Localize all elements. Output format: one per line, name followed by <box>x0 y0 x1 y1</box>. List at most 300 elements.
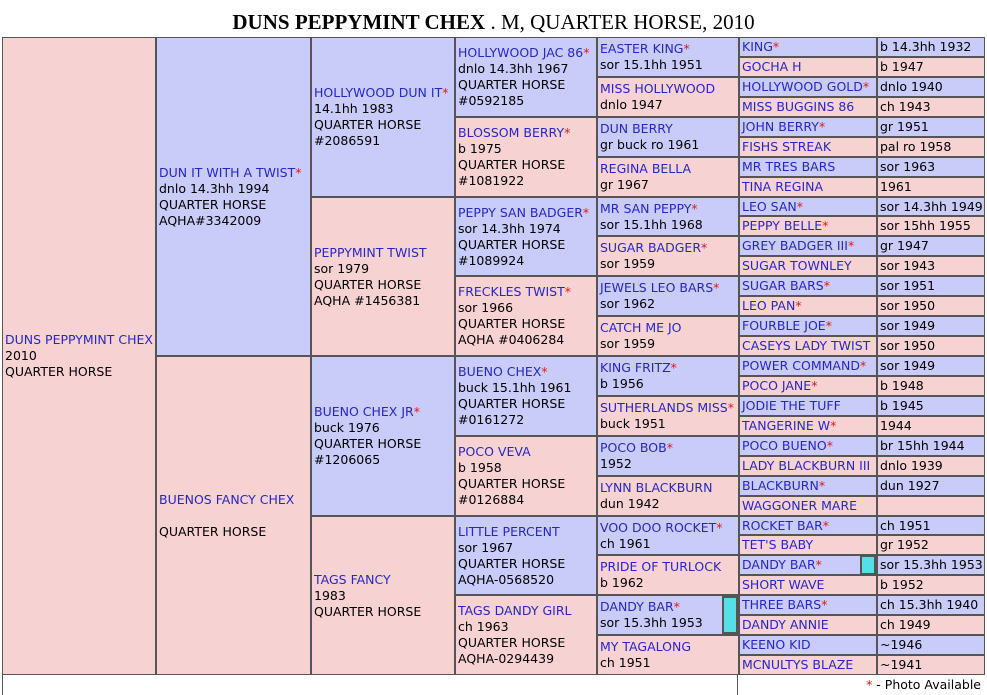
horse-name-link[interactable]: DANDY BAR <box>600 599 674 614</box>
gen5-ancestor-name <box>740 237 876 255</box>
photo-star: * <box>826 438 833 453</box>
horse-name-link[interactable]: KING FRITZ <box>600 360 671 375</box>
horse-info-line: QUARTER HORSE <box>159 196 267 212</box>
gen5-ancestor-name <box>740 357 876 375</box>
gen5-ancestor-info <box>878 596 984 614</box>
horse-name-link[interactable]: GOCHA H <box>742 59 802 74</box>
horse-name-line <box>742 418 836 434</box>
horse-name-line <box>600 240 736 256</box>
horse-name-link[interactable]: DUN IT WITH A TWIST <box>159 164 296 180</box>
photo-star: * <box>295 164 302 180</box>
horse-name-link[interactable]: SUGAR BARS <box>742 278 824 293</box>
horse-name-link[interactable]: MR TRES BARS <box>742 159 836 174</box>
horse-info-line: sor 14.3hh 1949 <box>880 198 983 214</box>
gen5-ancestor-info <box>878 198 984 215</box>
horse-info-line: 1944 <box>880 418 912 433</box>
great-grandparent-cell <box>456 517 596 594</box>
horse-name-link[interactable]: SUGAR BADGER <box>600 240 702 255</box>
inbreeding-marker <box>724 598 736 632</box>
photo-star: * <box>815 557 822 572</box>
horse-name-link[interactable]: HOLLYWOOD DUN IT <box>314 85 443 100</box>
photo-star: * <box>811 378 818 393</box>
horse-name-link[interactable]: HOLLYWOOD GOLD <box>742 79 863 94</box>
photo-star: * <box>582 204 590 220</box>
horse-info-line: 2010 <box>5 348 37 363</box>
horse-name-link[interactable]: DUNS PEPPYMINT CHEX <box>5 332 153 347</box>
horse-name-line <box>600 81 736 97</box>
photo-star: * <box>727 400 734 415</box>
horse-name-link[interactable]: POCO BOB <box>600 440 667 455</box>
horse-name-line <box>314 85 452 101</box>
horse-name-line <box>742 657 853 673</box>
photo-star: * <box>818 119 826 134</box>
gen4-ancestor-cell <box>598 317 738 355</box>
horse-name-link[interactable]: JOHN BERRY <box>742 119 819 134</box>
horse-info-line: sor 15.1hh 1968 <box>600 216 703 232</box>
photo-star: * <box>691 200 698 216</box>
horse-info-line: ch 1951 <box>600 655 651 670</box>
horse-name-link[interactable]: BUENOS FANCY CHEX <box>159 491 295 507</box>
horse-info-line: sor 1949 <box>880 358 936 373</box>
horse-info-line: b 14.3hh 1932 <box>880 39 972 54</box>
horse-name-link[interactable]: JODIE THE TUFF <box>742 398 841 413</box>
horse-name-line <box>742 179 823 195</box>
great-grandparent-cell <box>456 357 596 435</box>
horse-name-line <box>742 278 830 294</box>
gen5-ancestor-info <box>878 257 984 275</box>
photo-star: * <box>442 85 449 100</box>
horse-name-line <box>742 518 829 534</box>
gen4-ancestor-cell <box>598 277 738 315</box>
gen5-ancestor-info <box>878 656 984 674</box>
horse-info-line: QUARTER HORSE <box>159 523 267 539</box>
horse-info-line: QUARTER HORSE <box>5 364 113 379</box>
gen5-ancestor-info <box>878 556 984 574</box>
gen5-ancestor-info <box>878 178 984 196</box>
horse-info-line: buck 15.1hh 1961 <box>458 380 572 395</box>
gen5-ancestor-name <box>740 656 876 674</box>
horse-info-line: buck 1976 <box>314 420 380 435</box>
gen5-ancestor-name <box>740 257 876 275</box>
horse-info-line: QUARTER HORSE <box>458 635 566 650</box>
horse-info-line: b 1956 <box>600 376 644 391</box>
horse-info-line: gr 1947 <box>880 238 929 253</box>
horse-info-line: b 1947 <box>880 59 924 74</box>
grandparent-cell <box>312 38 454 196</box>
horse-name-link[interactable]: WAGGONER MARE <box>742 498 858 513</box>
horse-name-line <box>742 438 833 454</box>
gen5-ancestor-info <box>878 397 984 415</box>
great-grandparent-cell <box>456 118 596 196</box>
horse-info-line: #1081922 <box>458 173 525 188</box>
gen4-ancestor-cell <box>598 38 738 76</box>
horse-name-line <box>742 79 869 95</box>
horse-name-link[interactable]: KING <box>742 39 773 54</box>
title-details: . M, QUARTER HORSE, 2010 <box>485 10 755 34</box>
gen5-ancestor-name <box>740 118 876 136</box>
horse-info-line: sor 1979 <box>314 260 370 276</box>
gen5-ancestor-name <box>740 337 876 355</box>
horse-name-link[interactable]: VOO DOO ROCKET <box>600 519 717 535</box>
horse-info-line: QUARTER HORSE <box>458 236 566 252</box>
horse-info-line: ch 1963 <box>458 619 509 634</box>
gen5-ancestor-info <box>878 417 984 435</box>
horse-info-line: 1952 <box>600 456 632 471</box>
gen5-ancestor-info <box>878 457 984 475</box>
horse-name-line <box>742 378 817 394</box>
horse-name-line <box>742 238 854 254</box>
horse-name-link[interactable]: BUENO CHEX <box>458 364 542 379</box>
horse-name-line <box>458 364 594 380</box>
gen5-ancestor-info <box>878 78 984 96</box>
photo-star: * <box>818 478 826 493</box>
gen5-ancestor-name <box>740 497 876 515</box>
photo-star: * <box>823 278 830 293</box>
horse-info-line: sor 1951 <box>880 278 936 293</box>
horse-name-line <box>314 572 452 588</box>
horse-name-link[interactable]: TAGS DANDY GIRL <box>458 603 572 618</box>
horse-name-link[interactable]: LITTLE PERCENT <box>458 523 560 539</box>
horse-name-line <box>458 45 594 61</box>
gen5-ancestor-info <box>878 98 984 116</box>
horse-name-line <box>600 41 736 57</box>
photo-star: * <box>795 298 802 313</box>
gen4-ancestor-cell <box>598 596 722 634</box>
gen4-ancestor-cell <box>598 517 738 554</box>
horse-info-line: #0592185 <box>458 93 525 108</box>
gen5-ancestor-info <box>878 38 984 56</box>
horse-name-link[interactable]: BLOSSOM BERRY <box>458 125 565 140</box>
horse-name-line <box>5 332 153 348</box>
horse-info-line: AQHA-0568520 <box>458 571 555 587</box>
horse-name-link[interactable]: TINA REGINA <box>742 179 824 194</box>
horse-info-line: dun 1942 <box>600 496 660 511</box>
horse-name-line <box>742 298 802 314</box>
horse-name-link[interactable]: SUGAR TOWNLEY <box>742 258 852 273</box>
gen5-ancestor-name <box>740 397 876 415</box>
horse-name-line <box>600 320 736 336</box>
gen5-ancestor-info <box>878 497 984 515</box>
horse-info-line: 1961 <box>880 179 912 194</box>
great-grandparent-cell <box>456 38 596 116</box>
subject-horse <box>3 38 155 674</box>
horse-name-line <box>742 458 870 474</box>
horse-name-link[interactable]: POCO BUENO <box>742 438 827 453</box>
horse-info-line: sor 1943 <box>880 258 936 273</box>
horse-name-line <box>742 99 854 115</box>
horse-name-line <box>742 557 822 573</box>
gen4-ancestor-cell <box>598 357 738 395</box>
horse-info-line: sor 1959 <box>600 336 656 351</box>
photo-star: * <box>701 240 708 255</box>
horse-name-line <box>159 165 308 181</box>
gen5-ancestor-name <box>740 38 876 56</box>
horse-info-line: AQHA#3342009 <box>159 212 262 228</box>
horse-info-line: ch 1951 <box>880 517 931 533</box>
horse-name-link[interactable]: DANDY ANNIE <box>742 617 829 632</box>
horse-name-link[interactable]: TANGERINE W <box>742 418 831 433</box>
horse-name-line <box>742 258 852 274</box>
horse-name-link[interactable]: FOURBLE JOE <box>742 318 826 333</box>
gen5-ancestor-name <box>740 437 876 455</box>
gen5-ancestor-name <box>740 98 876 116</box>
horse-name-line <box>600 201 736 217</box>
horse-name-line <box>742 637 811 653</box>
photo-star: * <box>564 125 571 140</box>
gen5-ancestor-info <box>878 58 984 76</box>
horse-name-line <box>600 559 736 575</box>
horse-info-line: AQHA-0294439 <box>458 651 555 666</box>
horse-name-line <box>742 39 779 55</box>
horse-info-line: sor 1967 <box>458 539 514 555</box>
gen5-ancestor-info <box>878 118 984 136</box>
horse-name-line <box>742 617 829 633</box>
gen5-ancestor-name <box>740 517 876 534</box>
horse-info-line: b 1952 <box>880 577 924 592</box>
gen4-ancestor-cell <box>598 158 738 196</box>
horse-name-line <box>600 161 736 177</box>
horse-info-line: dnlo 1947 <box>600 97 663 112</box>
horse-name-link[interactable]: LEO SAN <box>742 198 797 214</box>
horse-name-line <box>600 400 736 416</box>
horse-info-line: #0126884 <box>458 492 525 507</box>
photo-star: * <box>583 45 590 60</box>
horse-name-link[interactable]: GREY BADGER III <box>742 238 848 253</box>
gen5-ancestor-info <box>878 357 984 375</box>
horse-name-line <box>742 218 828 234</box>
horse-name-link[interactable]: TET'S BABY <box>742 537 814 552</box>
horse-name-line <box>314 245 452 261</box>
gen5-ancestor-info <box>878 517 984 534</box>
gen5-ancestor-info <box>878 277 984 295</box>
horse-info-line: b 1948 <box>880 378 924 393</box>
horse-name-link[interactable]: ROCKET BAR <box>742 517 823 533</box>
horse-name-line <box>600 599 720 615</box>
horse-name-line <box>159 492 308 508</box>
gen5-ancestor-info <box>878 297 984 315</box>
gen5-ancestor-info <box>878 158 984 176</box>
horse-info-line: ch 1943 <box>880 99 931 114</box>
gen5-ancestor-name <box>740 636 876 654</box>
grandparent-cell <box>312 357 454 515</box>
horse-info-line: b 1945 <box>880 398 924 413</box>
horse-info-line: QUARTER HORSE <box>314 603 422 619</box>
gen5-ancestor-name <box>740 457 876 475</box>
gen5-ancestor-name <box>740 417 876 435</box>
horse-name-link[interactable]: PEPPYMINT TWIST <box>314 244 427 260</box>
horse-name-line <box>742 358 866 374</box>
horse-name-line <box>742 59 802 75</box>
horse-info-line: sor 15.3hh 1953 <box>600 615 703 630</box>
photo-star: * <box>847 238 855 253</box>
horse-name-line <box>742 199 803 215</box>
gen5-ancestor-info <box>878 317 984 335</box>
horse-name-line <box>600 440 736 456</box>
horse-name-line <box>742 478 825 494</box>
horse-info-line: sor 1962 <box>600 296 656 311</box>
horse-name-link[interactable]: LADY BLACKBURN III <box>742 458 871 473</box>
horse-name-line <box>742 597 828 613</box>
horse-name-link[interactable]: KEENO KID <box>742 637 811 652</box>
horse-name-link[interactable]: BLACKBURN <box>742 478 819 493</box>
horse-info-line: ch 1949 <box>880 617 931 632</box>
horse-name-link[interactable]: FISHS STREAK <box>742 139 832 154</box>
photo-star: * <box>670 360 677 375</box>
horse-name-link[interactable]: TAGS FANCY <box>314 571 391 587</box>
horse-info-line: #1089924 <box>458 252 525 268</box>
horse-name-link[interactable]: PRIDE OF TURLOCK <box>600 559 722 574</box>
gen4-ancestor-cell <box>598 118 738 156</box>
horse-name-line <box>458 125 594 141</box>
horse-info-line: gr buck ro 1961 <box>600 137 700 152</box>
gen4-ancestor-cell <box>598 556 738 594</box>
horse-name-line <box>458 444 594 460</box>
photo-star: * <box>822 517 830 533</box>
gen5-ancestor-name <box>740 596 876 614</box>
gen5-ancestor-info <box>878 377 984 395</box>
horse-info-line: ch 15.3hh 1940 <box>880 597 979 612</box>
horse-info-line: #2086591 <box>314 133 381 148</box>
horse-name-link[interactable]: CASEYS LADY TWIST <box>742 338 871 353</box>
horse-name-line <box>458 603 594 619</box>
gen5-ancestor-info <box>878 337 984 355</box>
horse-info-line: br 15hh 1944 <box>880 438 965 453</box>
horse-info-line: QUARTER HORSE <box>458 157 566 172</box>
photo-star: * <box>564 284 571 299</box>
photo-star: * <box>716 519 723 535</box>
horse-info-line: ~1941 <box>880 657 923 672</box>
horse-name-line <box>742 119 825 135</box>
horse-info-line: sor 15.3hh 1953 <box>880 557 983 572</box>
horse-info-line: ch 1961 <box>600 535 651 551</box>
horse-info-line: sor 15.1hh 1951 <box>600 57 703 72</box>
photo-star: * <box>796 198 803 214</box>
horse-name-line <box>742 139 831 155</box>
photo-star: * <box>713 280 720 295</box>
horse-name-link[interactable]: PEPPY BELLE <box>742 218 823 233</box>
pedigree-chart <box>2 37 985 675</box>
horse-name-link[interactable]: LEO PAN <box>742 298 796 313</box>
horse-name-line <box>742 577 824 593</box>
gen5-ancestor-name <box>740 556 860 574</box>
horse-name-link[interactable]: FRECKLES TWIST <box>458 284 565 299</box>
title-horse-name: DUNS PEPPYMINT CHEX <box>232 10 486 34</box>
horse-info-line: b 1958 <box>458 460 502 475</box>
gen5-ancestor-name <box>740 576 876 594</box>
horse-info-line: QUARTER HORSE <box>458 77 566 92</box>
horse-info-line: b 1962 <box>600 575 644 590</box>
horse-name-link[interactable]: EASTER KING <box>600 41 684 56</box>
gen5-ancestor-name <box>740 217 876 235</box>
horse-info-line: sor 1950 <box>880 338 936 353</box>
horse-name-link[interactable]: SHORT WAVE <box>742 577 825 592</box>
horse-name-line <box>458 205 594 221</box>
horse-name-line <box>600 639 736 655</box>
gen5-ancestor-info <box>878 217 984 235</box>
photo-star: * <box>859 358 867 373</box>
photo-star: * <box>666 440 673 455</box>
horse-name-line <box>458 524 594 540</box>
horse-name-link[interactable]: MCNULTYS BLAZE <box>742 657 854 672</box>
horse-name-link[interactable]: LYNN BLACKBURN <box>600 480 713 495</box>
horse-name-link[interactable]: THREE BARS <box>742 597 822 612</box>
horse-name-line <box>600 360 736 376</box>
sire-dam-cell <box>157 38 310 355</box>
gen5-ancestor-name <box>740 377 876 395</box>
horse-name-link[interactable]: DANDY BAR <box>742 557 816 572</box>
gen5-ancestor-name <box>740 198 876 215</box>
horse-name-link[interactable]: MISS HOLLYWOOD <box>600 81 716 96</box>
horse-info-line: sor 1963 <box>880 159 936 174</box>
horse-name-line <box>314 404 452 420</box>
gen4-ancestor-cell <box>598 437 738 475</box>
gen5-ancestor-info <box>878 636 984 654</box>
gen4-ancestor-cell <box>598 198 738 235</box>
legend <box>737 675 985 695</box>
horse-info-line: QUARTER HORSE <box>458 316 566 331</box>
gen5-ancestor-name <box>740 317 876 335</box>
horse-info-line: dnlo 14.3hh 1994 <box>159 180 270 196</box>
great-grandparent-cell <box>456 277 596 355</box>
horse-info-line <box>159 508 308 524</box>
photo-star: * <box>821 597 828 612</box>
horse-name-link[interactable]: BUENO CHEX JR <box>314 404 414 419</box>
horse-name-link[interactable]: MISS BUGGINS 86 <box>742 99 855 114</box>
horse-name-link[interactable]: MR SAN PEPPY <box>600 200 692 216</box>
horse-name-link[interactable]: JEWELS LEO BARS <box>600 280 714 295</box>
great-grandparent-cell <box>456 437 596 515</box>
great-grandparent-cell <box>456 198 596 275</box>
horse-info-line: sor 14.3hh 1974 <box>458 220 561 236</box>
horse-info-line: QUARTER HORSE <box>314 276 422 292</box>
grandparent-cell <box>312 198 454 355</box>
legend-text: - Photo Available <box>872 677 981 692</box>
horse-name-line <box>600 121 736 137</box>
horse-name-line <box>458 284 594 300</box>
inbreeding-marker <box>862 557 874 573</box>
horse-name-link[interactable]: DUN BERRY <box>600 121 673 136</box>
horse-name-link[interactable]: MY TAGALONG <box>600 639 692 654</box>
horse-name-line <box>742 498 857 514</box>
gen5-ancestor-info <box>878 437 984 455</box>
photo-star: * <box>413 404 420 419</box>
gen4-ancestor-cell <box>598 237 738 275</box>
horse-info-line: 1983 <box>314 587 346 603</box>
horse-name-link[interactable]: CATCH ME JO <box>600 320 682 335</box>
horse-name-link[interactable]: PEPPY SAN BADGER <box>458 204 583 220</box>
horse-info-line: QUARTER HORSE <box>458 555 566 571</box>
horse-info-line: sor 15hh 1955 <box>880 218 971 233</box>
horse-name-link[interactable]: POCO VEVA <box>458 444 531 459</box>
horse-info-line: b 1975 <box>458 141 502 156</box>
gen4-ancestor-cell <box>598 397 738 435</box>
photo-star: * <box>772 39 780 54</box>
gen5-ancestor-name <box>740 477 876 495</box>
horse-name-link[interactable]: REGINA BELLA <box>600 161 692 176</box>
photo-star: * <box>822 218 829 233</box>
horse-name-link[interactable]: POWER COMMAND <box>742 358 860 373</box>
gen5-ancestor-info <box>878 576 984 594</box>
horse-info-line: ~1946 <box>880 637 923 652</box>
horse-info-line: buck 1951 <box>600 416 666 431</box>
horse-name-link[interactable]: POCO JANE <box>742 378 812 393</box>
horse-name-line <box>600 280 736 296</box>
horse-name-link[interactable]: HOLLYWOOD JAC 86 <box>458 45 584 60</box>
horse-name-link[interactable]: SUTHERLANDS MISS <box>600 400 728 415</box>
gen5-ancestor-info <box>878 477 984 495</box>
gen5-ancestor-info <box>878 536 984 554</box>
horse-info-line: QUARTER HORSE <box>314 436 422 451</box>
